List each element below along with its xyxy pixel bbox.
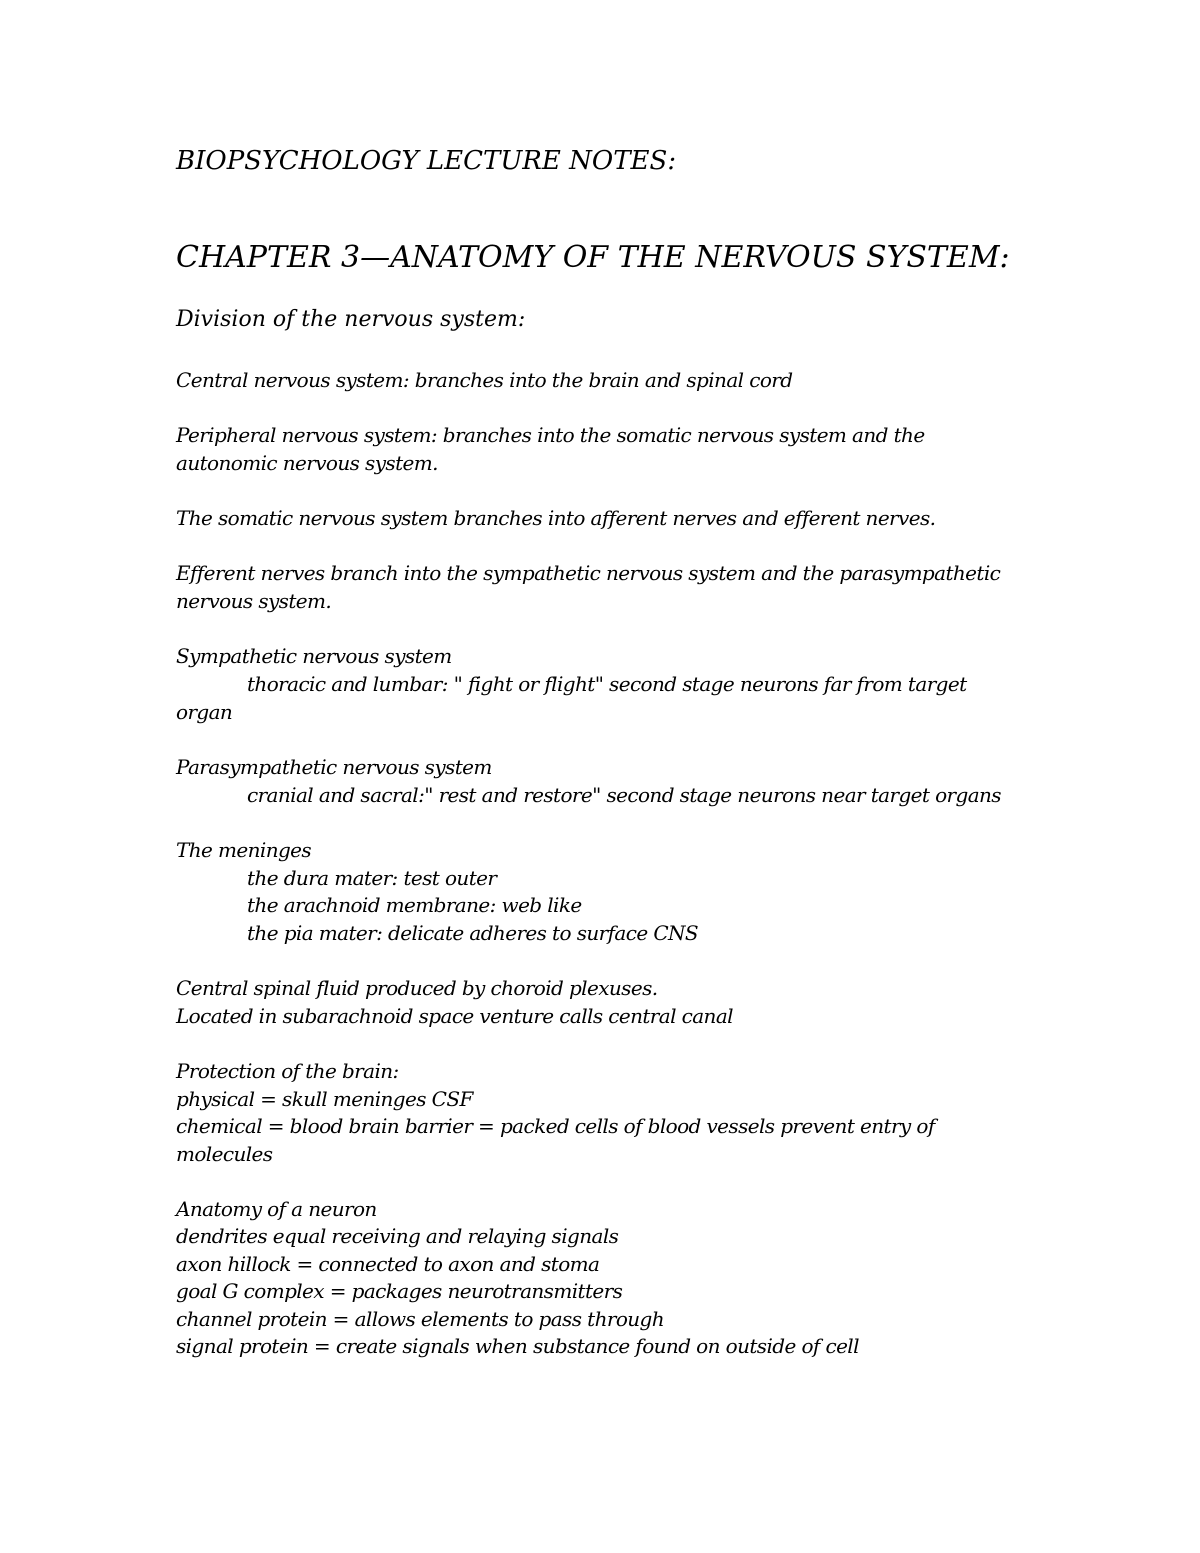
csf-line-1: Central spinal fluid produced by choroid plexuses. <box>176 976 658 1000</box>
somatic-line: The somatic nervous system branches into afferent nerves and efferent nerves. <box>176 506 936 530</box>
protection-chemical-continued: molecules <box>176 1142 273 1166</box>
protection-heading: Protection of the brain: <box>176 1059 399 1083</box>
neuron-item-signal-protein: signal protein = create signals when substance found on outside of cell <box>176 1334 859 1358</box>
pns-line-2: autonomic nervous system. <box>176 451 438 475</box>
parasympathetic-detail: cranial and sacral:" rest and restore" second stage neurons near target organs <box>247 783 1001 807</box>
meninges-item-pia: the pia mater: delicate adheres to surface CNS <box>247 921 699 945</box>
cns-line: Central nervous system: branches into the brain and spinal cord <box>176 368 793 392</box>
protection-chemical: chemical = blood brain barrier = packed cells of blood vessels prevent entry of <box>176 1114 935 1138</box>
csf-line-2: Located in subarachnoid space venture calls central canal <box>176 1004 733 1028</box>
meninges-heading: The meninges <box>176 838 312 862</box>
neuron-heading: Anatomy of a neuron <box>176 1197 377 1221</box>
neuron-item-golgi: goal G complex = packages neurotransmitters <box>176 1279 623 1303</box>
section-heading: Division of the nervous system: <box>176 307 526 332</box>
neuron-item-channel-protein: channel protein = allows elements to pass through <box>176 1307 665 1331</box>
chapter-heading: CHAPTER 3—ANATOMY OF THE NERVOUS SYSTEM: <box>176 240 1010 275</box>
sympathetic-detail-continued: organ <box>176 700 233 724</box>
parasympathetic-heading: Parasympathetic nervous system <box>176 755 492 779</box>
neuron-item-axon-hillock: axon hillock = connected to axon and stoma <box>176 1252 600 1276</box>
sympathetic-heading: Sympathetic nervous system <box>176 644 452 668</box>
sympathetic-detail: thoracic and lumbar: " fight or flight" second stage neurons far from target <box>247 672 967 696</box>
document-title: BIOPSYCHOLOGY LECTURE NOTES: <box>176 146 677 176</box>
meninges-item-arachnoid: the arachnoid membrane: web like <box>247 893 582 917</box>
efferent-line-1: Efferent nerves branch into the sympathetic nervous system and the parasympathetic <box>176 561 1001 585</box>
meninges-item-dura: the dura mater: test outer <box>247 866 497 890</box>
efferent-line-2: nervous system. <box>176 589 332 613</box>
pns-line-1: Peripheral nervous system: branches into the somatic nervous system and the <box>176 423 925 447</box>
neuron-item-dendrites: dendrites equal receiving and relaying signals <box>176 1224 619 1248</box>
protection-physical: physical = skull meninges CSF <box>176 1087 473 1111</box>
